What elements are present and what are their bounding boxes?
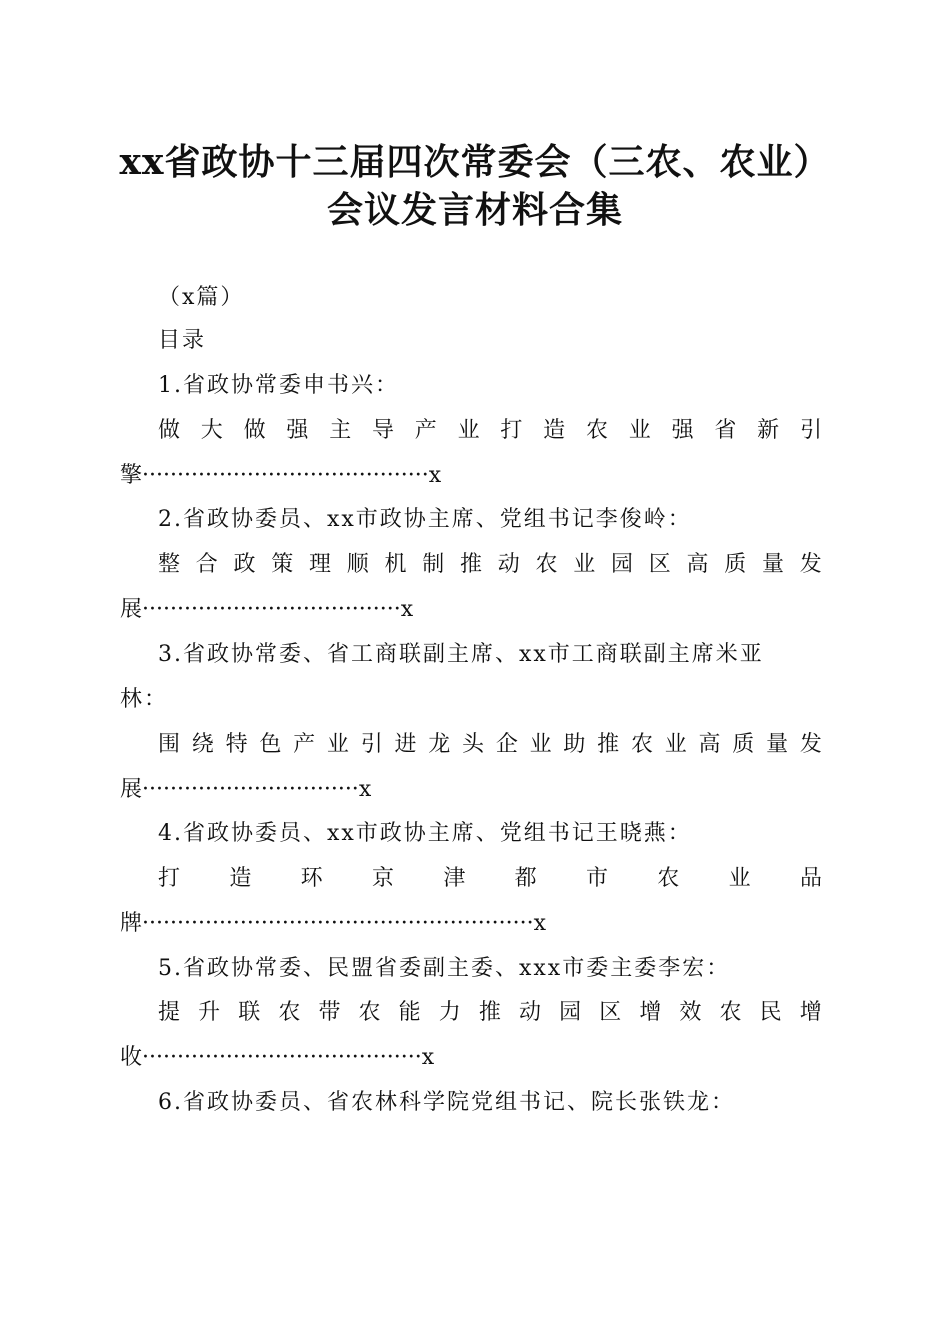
toc-entry-3-speaker-line-2: 林： (120, 687, 169, 712)
toc-entry-3-topic-char: 业 (326, 732, 349, 757)
toc-entry-3-topic-char: 绕 (191, 732, 214, 757)
toc-entry-2-topic-char: 机 (384, 552, 407, 577)
toc-entry-1-topic-tail: 擎 (120, 463, 143, 488)
toc-entry-2-topic-char: 园 (611, 552, 634, 577)
toc-entry-3-topic-char: 围 (158, 732, 181, 757)
toc-entry-5-topic-char: 力 (438, 1000, 461, 1025)
toc-entry-3-topic-char: 农 (630, 732, 653, 757)
toc-entry-5-topic (158, 998, 822, 1028)
toc-entry-5-page: x (421, 1045, 435, 1070)
toc-entry-1-topic-char: 做 (243, 418, 266, 443)
toc-entry-3-topic-char: 量 (766, 732, 789, 757)
toc-entry-5-topic-char: 农 (719, 1000, 742, 1025)
toc-entry-2-topic-char: 理 (309, 552, 332, 577)
toc-entry-1-topic-char: 业 (457, 418, 480, 443)
toc-entry-1-topic-char: 新 (757, 418, 780, 443)
count-note: （x篇） (158, 285, 245, 310)
toc-entry-1-topic-char: 省 (714, 418, 737, 443)
toc-entry-4-topic (158, 864, 822, 894)
toc-entry-2-topic-char: 制 (422, 552, 445, 577)
toc-entry-1-topic-char: 打 (500, 418, 523, 443)
toc-entry-3-topic-char: 助 (563, 732, 586, 757)
toc-entry-2-dots: ····································· (142, 597, 401, 622)
toc-entry-5-topic-char: 升 (198, 1000, 221, 1025)
toc-entry-5-topic-char: 农 (358, 1000, 381, 1025)
toc-entry-1-topic (158, 416, 822, 446)
toc-entry-5-topic-char: 效 (679, 1000, 702, 1025)
toc-entry-3-topic-tail: 展 (120, 777, 143, 802)
toc-entry-4-topic-char: 造 (229, 866, 252, 891)
toc-entry-1-topic-char: 引 (799, 418, 822, 443)
toc-entry-1-page: x (428, 463, 442, 488)
toc-entry-2-topic-char: 区 (648, 552, 671, 577)
toc-entry-1-leader (120, 461, 441, 491)
toc-entry-3-speaker-line-1: 3.省政协常委、省工商联副主席、xx市工商联副主席米亚 (158, 642, 764, 667)
toc-entry-4-topic-char: 品 (799, 866, 822, 891)
toc-entry-3-topic-char: 特 (225, 732, 248, 757)
toc-entry-3-leader (120, 775, 371, 805)
toc-entry-2-topic-char: 顺 (346, 552, 369, 577)
toc-entry-2-topic-char: 量 (762, 552, 785, 577)
toc-entry-3-topic-char: 产 (293, 732, 316, 757)
toc-entry-1-topic-char: 导 (371, 418, 394, 443)
toc-entry-5-topic-char: 民 (759, 1000, 782, 1025)
toc-entry-1-topic-char: 造 (543, 418, 566, 443)
toc-entry-2-topic-char: 推 (460, 552, 483, 577)
toc-entry-4-topic-char: 市 (585, 866, 608, 891)
toc-entry-2-topic (158, 550, 822, 580)
toc-entry-1-speaker: 1.省政协常委申书兴： (158, 373, 399, 398)
toc-entry-2-topic-char: 高 (686, 552, 709, 577)
toc-entry-4-topic-char: 打 (158, 866, 181, 891)
toc-entry-4-page: x (533, 911, 547, 936)
toc-entry-2-topic-char: 发 (799, 552, 822, 577)
toc-entry-2-topic-char: 农 (535, 552, 558, 577)
toc-entry-3-topic-char: 发 (799, 732, 822, 757)
toc-entry-3-topic-char: 推 (597, 732, 620, 757)
toc-entry-3-topic-char: 企 (495, 732, 518, 757)
toc-entry-5-dots: ········································ (142, 1045, 422, 1070)
document-title-line-2: 会议发言材料合集 (326, 189, 623, 231)
toc-entry-5-topic-char: 带 (318, 1000, 341, 1025)
toc-entry-5-topic-char: 区 (599, 1000, 622, 1025)
toc-entry-5-topic-char: 农 (278, 1000, 301, 1025)
toc-entry-2-topic-char: 质 (724, 552, 747, 577)
toc-entry-1-topic-char: 做 (158, 418, 181, 443)
toc-entry-1-topic-char: 主 (329, 418, 352, 443)
toc-entry-1-topic-char: 产 (414, 418, 437, 443)
toc-entry-5-topic-char: 推 (478, 1000, 501, 1025)
toc-entry-4-speaker: 4.省政协委员、xx市政协主席、党组书记王晓燕： (158, 821, 692, 846)
toc-entry-5-topic-char: 园 (559, 1000, 582, 1025)
document-title-line-1: xx省政协十三届四次常委会（三农、农业） (119, 141, 831, 183)
toc-entry-3-topic-char: 高 (698, 732, 721, 757)
toc-entry-4-dots: ························································ (142, 911, 534, 936)
toc-entry-5-topic-char: 增 (639, 1000, 662, 1025)
toc-entry-1-topic-char: 大 (200, 418, 223, 443)
toc-entry-5-leader (120, 1043, 434, 1073)
toc-entry-2-leader (120, 595, 413, 625)
toc-entry-2-topic-char: 政 (233, 552, 256, 577)
toc-entry-3-page: x (358, 777, 372, 802)
toc-entry-2-topic-char: 策 (271, 552, 294, 577)
toc-entry-3-topic-char: 进 (394, 732, 417, 757)
toc-entry-4-topic-char: 环 (300, 866, 323, 891)
toc-entry-2-speaker: 2.省政协委员、xx市政协主席、党组书记李俊岭： (158, 507, 692, 532)
toc-entry-5-topic-tail: 收 (120, 1045, 143, 1070)
toc-entry-5-topic-char: 能 (398, 1000, 421, 1025)
toc-entry-5-topic-char: 增 (799, 1000, 822, 1025)
toc-entry-5-topic-char: 动 (518, 1000, 541, 1025)
toc-entry-2-topic-char: 合 (195, 552, 218, 577)
toc-entry-3-topic-char: 头 (462, 732, 485, 757)
toc-entry-3-topic-char: 引 (360, 732, 383, 757)
toc-entry-4-topic-tail: 牌 (120, 911, 143, 936)
toc-entry-1-topic-char: 强 (671, 418, 694, 443)
toc-entry-1-topic-char: 农 (585, 418, 608, 443)
toc-entry-4-topic-char: 都 (514, 866, 537, 891)
toc-entry-5-speaker: 5.省政协常委、民盟省委副主委、xxx市委主委李宏： (158, 956, 731, 981)
toc-entry-5-topic-char: 提 (158, 1000, 181, 1025)
toc-entry-3-topic (158, 730, 822, 760)
toc-entry-2-page: x (400, 597, 414, 622)
toc-entry-6-speaker: 6.省政协委员、省农林科学院党组书记、院长张铁龙： (158, 1090, 735, 1115)
toc-entry-4-topic-char: 农 (657, 866, 680, 891)
toc-entry-3-topic-char: 质 (732, 732, 755, 757)
toc-entry-5-topic-char: 联 (238, 1000, 261, 1025)
toc-entry-3-topic-char: 业 (529, 732, 552, 757)
toc-entry-3-topic-char: 色 (259, 732, 282, 757)
toc-label: 目录 (158, 328, 207, 353)
toc-entry-4-topic-char: 京 (371, 866, 394, 891)
toc-entry-2-topic-char: 业 (573, 552, 596, 577)
toc-entry-1-topic-char: 强 (286, 418, 309, 443)
toc-entry-3-topic-char: 龙 (428, 732, 451, 757)
toc-entry-2-topic-char: 动 (497, 552, 520, 577)
toc-entry-2-topic-tail: 展 (120, 597, 143, 622)
toc-entry-4-leader (120, 909, 546, 939)
toc-entry-3-dots: ······························· (142, 777, 359, 802)
toc-entry-4-topic-char: 津 (443, 866, 466, 891)
toc-entry-2-topic-char: 整 (158, 552, 181, 577)
toc-entry-4-topic-char: 业 (728, 866, 751, 891)
toc-entry-1-dots: ········································· (142, 463, 429, 488)
toc-entry-1-topic-char: 业 (628, 418, 651, 443)
toc-entry-3-topic-char: 业 (664, 732, 687, 757)
